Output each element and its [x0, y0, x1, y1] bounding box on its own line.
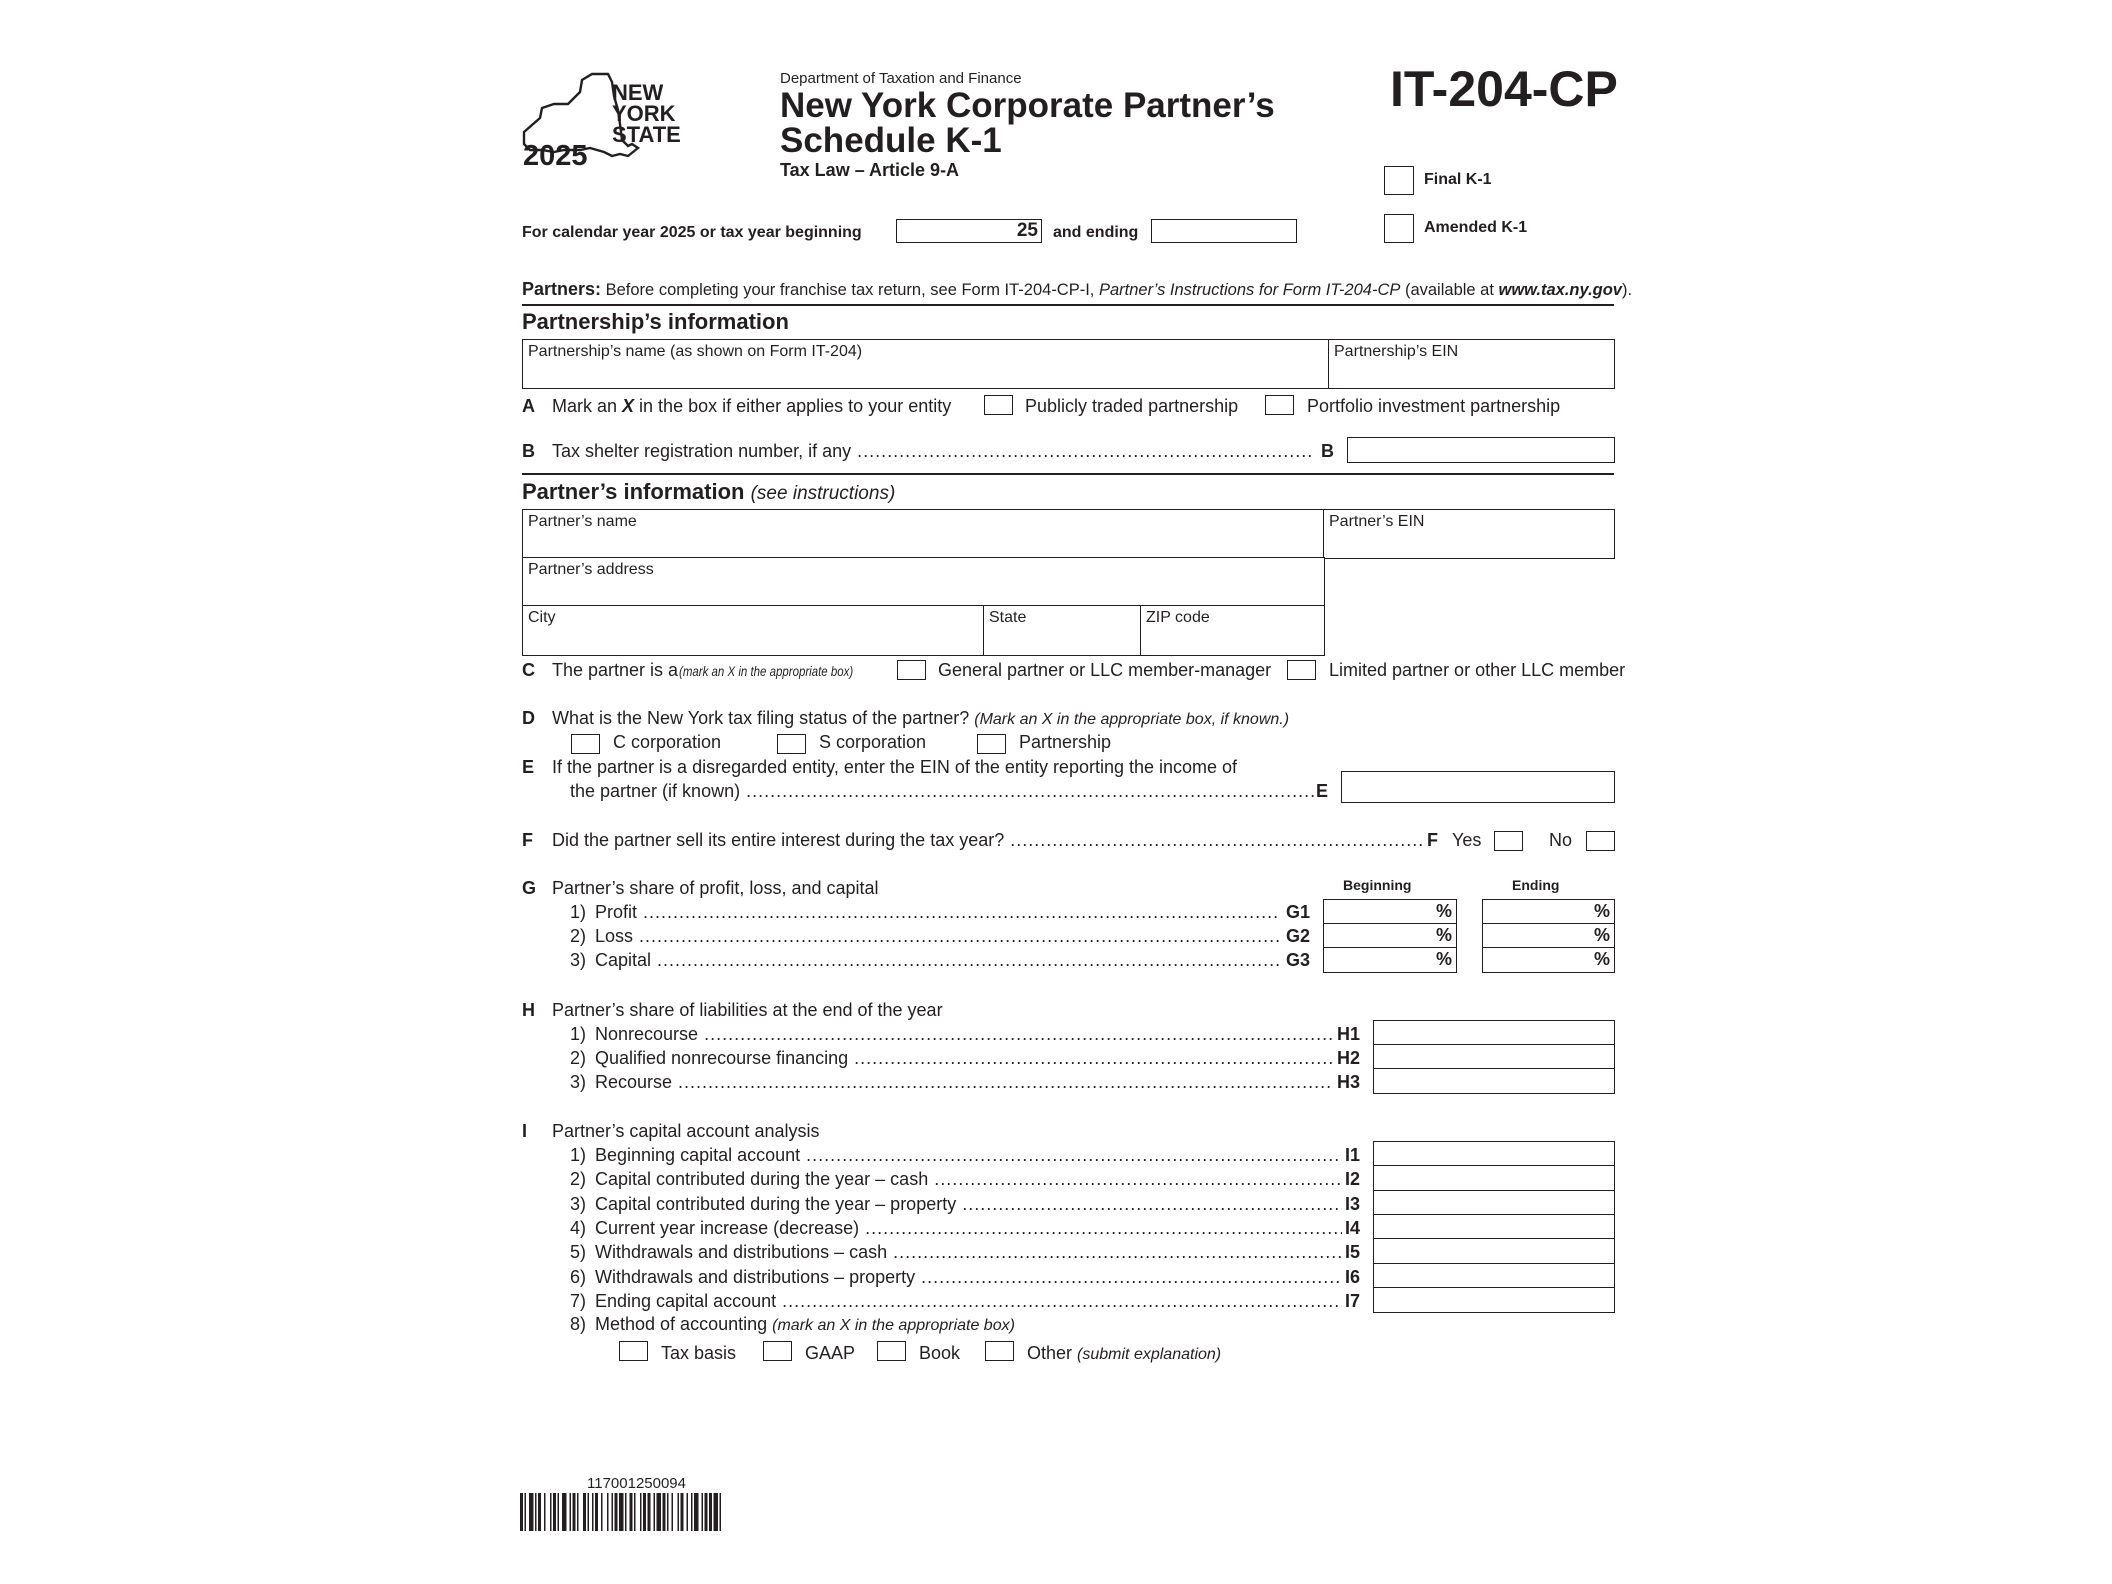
line-g-row-label: Capital .....: [595, 950, 1280, 971]
publicly-traded-checkbox[interactable]: [984, 395, 1013, 415]
line-i8-num: 8): [570, 1314, 587, 1334]
partnership-ein-label: Partnership’s EIN: [1334, 343, 1459, 360]
line-f-letter: F: [522, 830, 533, 850]
barcode-bar: [562, 1493, 567, 1531]
line-i-row-num: 2): [570, 1169, 587, 1190]
percent-sign: %: [1435, 949, 1452, 969]
partnership-heading: Partnership’s information: [522, 309, 789, 334]
barcode-bar: [550, 1493, 552, 1531]
amended-k1-checkbox[interactable]: [1384, 214, 1414, 243]
limited-partner-label: Limited partner or other LLC member: [1329, 660, 1626, 680]
book-label: Book: [919, 1343, 961, 1363]
line-f-code: F: [1427, 830, 1438, 850]
city-field[interactable]: [522, 605, 985, 656]
barcode-icon: [520, 1493, 762, 1531]
line-b-letter: B: [522, 441, 535, 461]
final-k1-checkbox[interactable]: [1384, 166, 1414, 195]
line-e-code: E: [1316, 781, 1329, 801]
yes-label: Yes: [1452, 830, 1482, 850]
liability-amount-field[interactable]: [1373, 1020, 1615, 1046]
line-b-text: Tax shelter registration number, if any .....: [552, 441, 1314, 462]
line-i-row-code: I3: [1345, 1193, 1361, 1214]
line-g-row-code: G2: [1286, 926, 1311, 946]
percent-sign: %: [1593, 949, 1610, 969]
method-of-accounting-label: Method of accounting: [595, 1314, 768, 1334]
line-i-row-code: I4: [1345, 1217, 1361, 1238]
line-i-row-label: Ending capital account .....: [595, 1291, 1342, 1312]
c-corporation-checkbox[interactable]: [571, 734, 600, 754]
barcode-bar: [607, 1493, 609, 1531]
line-h-row-label: Qualified nonrecourse financing .....: [595, 1048, 1333, 1069]
divider: [522, 473, 1614, 475]
line-h-title: Partner’s share of liabilities at the end of the year: [552, 1000, 943, 1020]
barcode-bar: [694, 1493, 699, 1531]
line-i-row-label: Withdrawals and distributions – cash .....: [595, 1242, 1342, 1263]
portfolio-investment-label: Portfolio investment partnership: [1307, 396, 1561, 416]
barcode-bar: [558, 1493, 560, 1531]
line-f-text: Did the partner sell its entire interest during the tax year? .....: [552, 830, 1424, 851]
partners-note-text2: (available at: [1400, 281, 1499, 299]
limited-partner-checkbox[interactable]: [1287, 660, 1316, 680]
line-h-row-label: Nonrecourse .....: [595, 1024, 1333, 1045]
zip-code-field[interactable]: [1140, 605, 1325, 656]
ending-column-header: Ending: [1512, 877, 1560, 893]
line-i-row-code: I7: [1345, 1290, 1361, 1311]
line-i-row-num: 5): [570, 1242, 587, 1263]
divider: [522, 304, 1614, 306]
barcode-bar: [720, 1493, 722, 1531]
barcode-bar: [577, 1493, 579, 1531]
line-i-row-num: 4): [570, 1217, 587, 1238]
line-e-text2: the partner (if known) .....: [570, 781, 1315, 802]
partner-name-field[interactable]: [522, 509, 1325, 559]
line-i8-text: [595, 1314, 1015, 1335]
line-a-letter: A: [522, 396, 535, 416]
calendar-year-label: For calendar year 2025 or tax year beginning: [522, 224, 862, 241]
line-a-text: [552, 396, 951, 417]
barcode-number: 117001250094: [587, 1475, 686, 1492]
barcode-bar: [691, 1493, 693, 1531]
line-g-title: Partner’s share of profit, loss, and capital: [552, 878, 879, 898]
gaap-checkbox[interactable]: [763, 1341, 792, 1361]
capital-amount-field[interactable]: [1373, 1165, 1615, 1191]
barcode-bar: [615, 1493, 618, 1531]
form-number: IT-204-CP: [1390, 61, 1618, 117]
line-c-text: The partner is a: [552, 660, 679, 680]
beginning-percent-field[interactable]: [1323, 899, 1457, 925]
partners-note-lead: Partners:: [522, 279, 602, 299]
partner-address-field[interactable]: [522, 557, 1325, 607]
barcode-bar: [570, 1493, 572, 1531]
barcode-bar: [625, 1493, 627, 1531]
barcode-bar: [634, 1493, 636, 1531]
line-i-letter: I: [522, 1121, 528, 1141]
barcode-bar: [672, 1493, 674, 1531]
barcode-bar: [643, 1493, 646, 1531]
gaap-label: GAAP: [805, 1343, 856, 1363]
sold-interest-yes-checkbox[interactable]: [1494, 831, 1523, 851]
disregarded-entity-ein-field[interactable]: [1341, 771, 1615, 803]
logo-year: 2025: [523, 140, 588, 172]
form-title-line2: Schedule K-1: [780, 121, 1002, 160]
line-g-row-label: Loss .....: [595, 926, 1280, 947]
percent-sign: %: [1593, 925, 1610, 945]
barcode-bar: [573, 1493, 576, 1531]
general-partner-checkbox[interactable]: [897, 660, 926, 680]
barcode-bar: [592, 1493, 594, 1531]
line-h-row-num: 3): [570, 1072, 587, 1092]
line-g-row-num: 2): [570, 926, 587, 946]
zip-code-label: ZIP code: [1146, 609, 1210, 626]
partner-heading-note: (see instructions): [750, 483, 896, 504]
portfolio-investment-checkbox[interactable]: [1265, 395, 1294, 415]
barcode-bar: [678, 1493, 680, 1531]
department-name: Department of Taxation and Finance: [780, 70, 1022, 87]
line-h-row-num: 1): [570, 1024, 587, 1044]
line-d-text: [552, 708, 1289, 729]
capital-amount-field[interactable]: [1373, 1190, 1615, 1216]
line-g-row-code: G3: [1286, 950, 1311, 970]
partners-note-italic: Partner’s Instructions for Form IT-204-CP: [1098, 281, 1401, 299]
publicly-traded-label: Publicly traded partnership: [1025, 396, 1239, 416]
barcode-bar: [612, 1493, 614, 1531]
line-i-row-label: Capital contributed during the year – property .....: [595, 1194, 1342, 1215]
partners-note-text3: ).: [1621, 281, 1633, 299]
line-c-letter: C: [522, 660, 535, 680]
barcode-bar: [714, 1493, 719, 1531]
line-i-row-label: Withdrawals and distributions – property .....: [595, 1267, 1342, 1288]
barcode-bar: [687, 1493, 689, 1531]
barcode-bar: [619, 1493, 624, 1531]
partnership-status-label: Partnership: [1019, 732, 1112, 752]
tax-year-beginning-value: 25: [1016, 220, 1038, 241]
ending-percent-field[interactable]: [1482, 947, 1615, 973]
and-ending-label: and ending: [1053, 224, 1139, 241]
line-i-row-num: 1): [570, 1145, 587, 1165]
capital-amount-field[interactable]: [1373, 1238, 1615, 1264]
beginning-column-header: Beginning: [1343, 877, 1412, 893]
ending-percent-field[interactable]: [1482, 923, 1615, 949]
partner-ein-label: Partner’s EIN: [1329, 513, 1425, 530]
partnership-name-label: Partnership’s name (as shown on Form IT-204): [528, 343, 863, 360]
line-h-row-code: H2: [1337, 1048, 1361, 1068]
city-label: City: [528, 609, 556, 626]
barcode-bar: [535, 1493, 537, 1531]
s-corporation-label: S corporation: [819, 732, 927, 752]
barcode-bar: [654, 1493, 656, 1531]
barcode-bar: [595, 1493, 598, 1531]
book-checkbox[interactable]: [877, 1341, 906, 1361]
line-d-letter: D: [522, 708, 535, 728]
liability-amount-field[interactable]: [1373, 1068, 1615, 1094]
line-d-note: (Mark an X in the appropriate box, if known.): [974, 711, 1290, 728]
line-a-text1: Mark an: [552, 396, 623, 416]
barcode-bar: [640, 1493, 642, 1531]
line-i-row-code: I1: [1345, 1145, 1361, 1165]
partners-note-url[interactable]: www.tax.ny.gov: [1498, 281, 1622, 299]
capital-amount-field[interactable]: [1373, 1141, 1615, 1167]
barcode-bar: [583, 1493, 586, 1531]
percent-sign: %: [1435, 901, 1452, 921]
partnership-status-checkbox[interactable]: [977, 734, 1006, 754]
line-h-row-label: Recourse .....: [595, 1072, 1333, 1093]
sold-interest-no-checkbox[interactable]: [1586, 831, 1615, 851]
line-i-row-code: I5: [1345, 1242, 1361, 1263]
capital-amount-field[interactable]: [1373, 1263, 1615, 1289]
barcode-bar: [525, 1493, 527, 1531]
line-g-row-num: 1): [570, 902, 587, 922]
other-label: Other: [1027, 1343, 1073, 1363]
line-h-letter: H: [522, 1000, 535, 1020]
general-partner-label: General partner or LLC member-manager: [938, 660, 1272, 680]
barcode-bar: [663, 1493, 666, 1531]
partnership-ein-field[interactable]: [1328, 339, 1615, 389]
percent-sign: %: [1435, 925, 1452, 945]
logo-state: STATE: [612, 122, 681, 147]
barcode-bar: [544, 1493, 546, 1531]
line-i-row-code: I6: [1345, 1266, 1361, 1287]
partner-ein-field[interactable]: [1323, 509, 1615, 559]
amended-k1-label: Amended K-1: [1424, 219, 1528, 236]
no-label: No: [1549, 830, 1573, 850]
line-h-row-num: 2): [570, 1048, 587, 1068]
line-a-x: X: [622, 396, 635, 416]
line-c-note: (mark an X in the appropriate box): [679, 663, 854, 679]
line-i-row-label: Beginning capital account .....: [595, 1145, 1342, 1166]
barcode-bar: [601, 1493, 603, 1531]
line-a-text2: in the box if either applies to your entity: [634, 396, 952, 416]
barcode-bar: [705, 1493, 708, 1531]
line-i-row-num: 3): [570, 1193, 587, 1214]
capital-amount-field[interactable]: [1373, 1287, 1615, 1313]
ending-percent-field[interactable]: [1482, 899, 1615, 925]
other-method-label: [1027, 1343, 1221, 1364]
tax-basis-label: Tax basis: [661, 1343, 737, 1363]
tax-year-beginning-field[interactable]: [896, 219, 1042, 243]
line-g-row-code: G1: [1286, 902, 1311, 922]
line-i-row-label: Current year increase (decrease) .....: [595, 1218, 1342, 1239]
state-label: State: [989, 609, 1027, 626]
logo-new: NEW: [612, 80, 664, 105]
line-i-row-num: 6): [570, 1266, 587, 1287]
line-i-title: Partner’s capital account analysis: [552, 1121, 820, 1141]
barcode-bar: [657, 1493, 662, 1531]
tax-basis-checkbox[interactable]: [619, 1341, 648, 1361]
barcode-bar: [529, 1493, 534, 1531]
line-g-letter: G: [522, 878, 537, 898]
barcode-bar: [538, 1493, 541, 1531]
partner-address-label: Partner’s address: [528, 561, 654, 578]
partnership-name-field[interactable]: [522, 339, 1330, 389]
barcode-bar: [520, 1493, 523, 1531]
c-corporation-label: C corporation: [613, 732, 722, 752]
capital-amount-field[interactable]: [1373, 1214, 1615, 1240]
partner-name-label: Partner’s name: [528, 513, 637, 530]
liability-amount-field[interactable]: [1373, 1044, 1615, 1070]
line-g-row-label: Profit .....: [595, 902, 1280, 923]
percent-sign: %: [1593, 901, 1610, 921]
beginning-percent-field[interactable]: [1323, 923, 1457, 949]
line-i-row-label: Capital contributed during the year – cash .....: [595, 1169, 1342, 1190]
barcode-bar: [667, 1493, 669, 1531]
barcode-bar: [702, 1493, 704, 1531]
beginning-percent-field[interactable]: [1323, 947, 1457, 973]
line-h-row-code: H1: [1337, 1024, 1361, 1044]
final-k1-label: Final K-1: [1424, 171, 1492, 188]
line-i-row-code: I2: [1345, 1169, 1361, 1190]
form-subtitle: Tax Law – Article 9-A: [780, 160, 960, 180]
line-e-text1: If the partner is a disregarded entity, enter the EIN of the entity reporting the income of: [552, 757, 1238, 777]
partner-heading: [522, 479, 895, 505]
partners-note: [522, 279, 1632, 300]
partners-note-text1: Before completing your franchise tax return, see Form IT-204-CP-I,: [601, 281, 1099, 299]
other-method-checkbox[interactable]: [985, 1341, 1014, 1361]
line-e-letter: E: [522, 757, 535, 777]
other-note: (submit explanation): [1077, 1346, 1222, 1363]
barcode-bar: [553, 1493, 556, 1531]
barcode-bar: [709, 1493, 712, 1531]
tax-shelter-number-field[interactable]: [1347, 437, 1615, 463]
barcode-bar: [588, 1493, 590, 1531]
barcode-bar: [630, 1493, 633, 1531]
method-of-accounting-note: (mark an X in the appropriate box): [772, 1317, 1015, 1334]
tax-year-ending-field[interactable]: [1151, 219, 1297, 243]
form-title-line1: New York Corporate Partner’s: [780, 86, 1275, 125]
line-i-row-num: 7): [570, 1290, 587, 1311]
barcode-bar: [681, 1493, 684, 1531]
logo-york: YORK: [612, 101, 676, 126]
s-corporation-checkbox[interactable]: [777, 734, 806, 754]
line-d-question: What is the New York tax filing status of the partner?: [552, 708, 970, 728]
line-b-code: B: [1321, 441, 1334, 461]
line-g-row-num: 3): [570, 950, 587, 970]
state-field[interactable]: [983, 605, 1142, 656]
barcode-bar: [648, 1493, 651, 1531]
line-h-row-code: H3: [1337, 1072, 1361, 1092]
partner-heading-text: Partner’s information: [522, 479, 745, 504]
